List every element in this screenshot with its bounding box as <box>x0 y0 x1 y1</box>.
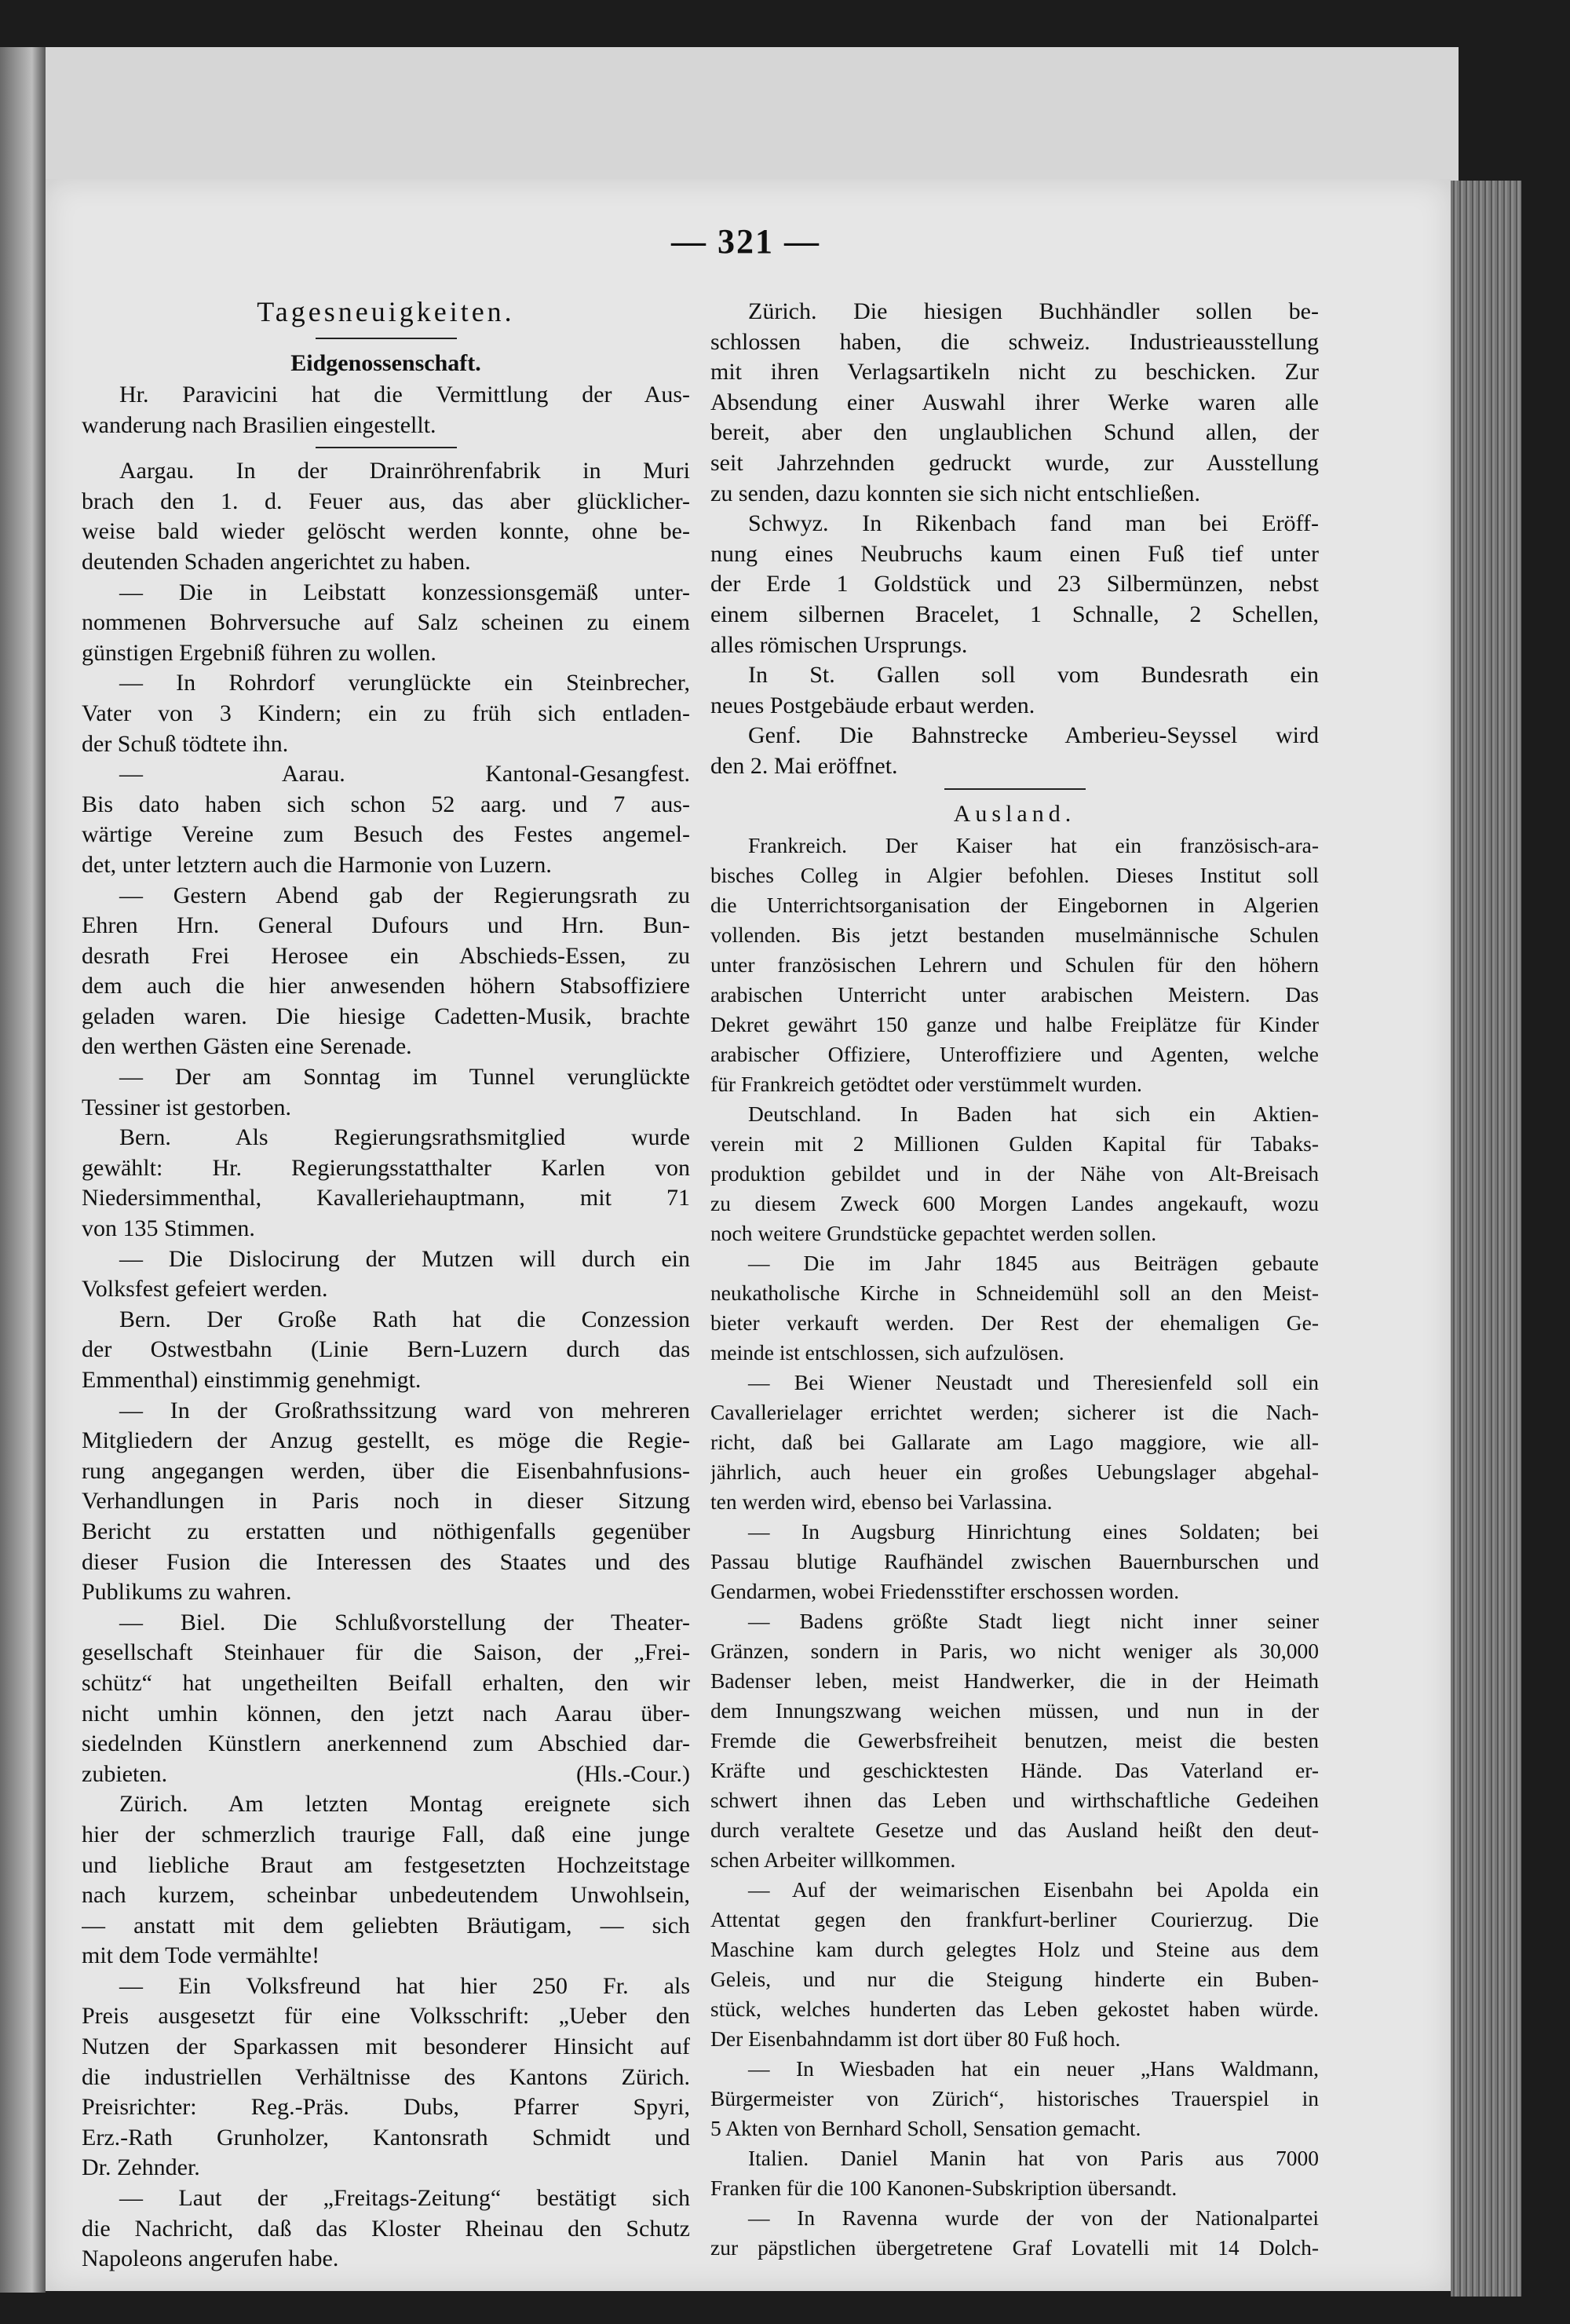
line-text: Niedersimmenthal, Kavalleriehauptmann, mit 71 <box>82 1185 690 1211</box>
line-text: Aargau. In der Drainröhrenfabrik in Muri <box>119 458 690 484</box>
text-line <box>710 691 1319 722</box>
article-paragraph <box>82 2183 690 2275</box>
article-paragraph <box>710 2054 1319 2143</box>
line-text: — In Ravenna wurde der von der Nationalpartei <box>748 2205 1319 2230</box>
line-text: seit Jahrzehnden gedruckt wurde, zur Ausstellung <box>710 449 1319 476</box>
line-text: Bern. Als Regierungsrathsmitglied wurde <box>119 1124 690 1151</box>
line-text: neues Postgebäude erbaut werden. <box>710 692 1035 718</box>
text-line <box>710 721 1319 751</box>
line-text: zu senden, dazu konnten sie sich nicht entschließen. <box>710 480 1200 506</box>
line-text: richt, daß bei Gallarate am Lago maggiore, wie all- <box>710 1429 1319 1454</box>
line-text: — Biel. Die Schlußvorstellung der Theater- <box>119 1609 690 1635</box>
article-paragraph <box>82 1608 690 1790</box>
text-line <box>710 630 1319 661</box>
text-line <box>82 1820 690 1851</box>
text-line <box>82 1880 690 1911</box>
text-line <box>710 2054 1319 2084</box>
text-line <box>710 2024 1319 2054</box>
text-line <box>82 1608 690 1639</box>
line-text: alles römischen Ursprungs. <box>710 631 968 658</box>
text-line <box>82 2183 690 2214</box>
line-text: zu diesem Zweck 600 Morgen Landes angekauft, wozu <box>710 1190 1319 1215</box>
line-text: Cavallerielager errichtet werden; sicherer ist die Nach- <box>710 1399 1319 1424</box>
line-text: meinde ist entschlossen, sich aufzulösen. <box>710 1339 1064 1365</box>
article-paragraph <box>82 1789 690 1971</box>
source-attribution: (Hls.-Cour.) <box>576 1760 690 1787</box>
text-line <box>82 411 690 441</box>
line-text: ten werden wird, ebenso bei Varlassina. <box>710 1489 1053 1514</box>
line-text: — Der am Sonntag im Tunnel verunglückte <box>119 1064 690 1091</box>
article-paragraph <box>82 1244 690 1305</box>
text-line <box>82 1517 690 1548</box>
text-line <box>82 456 690 487</box>
article-paragraph <box>82 1971 690 2183</box>
text-line <box>82 1851 690 1881</box>
text-line <box>82 1093 690 1124</box>
line-text: Zürich. Die hiesigen Buchhändler sollen be- <box>748 298 1319 324</box>
text-line <box>710 418 1319 448</box>
text-line <box>710 751 1319 782</box>
text-line <box>82 380 690 411</box>
article-paragraph <box>710 2143 1319 2203</box>
text-line <box>82 1183 690 1214</box>
text-line <box>82 2063 690 2093</box>
text-line <box>82 668 690 699</box>
text-line <box>710 1845 1319 1875</box>
text-line <box>710 1726 1319 1756</box>
text-line <box>710 2233 1319 2263</box>
line-text: Passau blutige Raufhändel zwischen Bauernburschen und <box>710 1548 1319 1573</box>
line-text: Dr. Zehnder. <box>82 2154 200 2181</box>
article-paragraph <box>82 1062 690 1123</box>
text-line <box>82 820 690 850</box>
text-line <box>82 941 690 972</box>
text-line <box>710 297 1319 327</box>
text-line <box>82 2092 690 2123</box>
line-text: — Bei Wiener Neustadt und Theresienfeld soll ein <box>748 1369 1319 1394</box>
line-text: weise bald wieder gelöscht werden konnte, ohne be- <box>82 518 690 545</box>
line-text: produktion gebildet und in der Nähe von Alt-Breisach <box>710 1160 1319 1186</box>
line-text: Gendarmen, wobei Friedensstifter erschossen worden. <box>710 1578 1180 1603</box>
article-paragraph <box>710 721 1319 781</box>
line-text: — In Rohrdorf verunglückte ein Steinbrecher, <box>119 670 690 696</box>
article-paragraph <box>82 881 690 1063</box>
line-text: verein mit 2 Millionen Gulden Kapital für Tabaks- <box>710 1131 1319 1156</box>
text-line <box>710 920 1319 950</box>
line-text: neukatholische Kirche in Schneidemühl soll an den Meist- <box>710 1280 1319 1305</box>
text-line <box>710 1756 1319 1785</box>
text-line <box>710 388 1319 418</box>
line-text: Bis dato haben sich schon 52 aarg. und 7 aus- <box>82 791 690 817</box>
text-line <box>82 1365 690 1396</box>
line-text: günstigen Ergebniß führen zu wollen. <box>82 639 436 666</box>
text-line <box>710 861 1319 890</box>
text-line <box>82 1699 690 1730</box>
article-paragraph <box>82 1123 690 1244</box>
text-line <box>82 1153 690 1184</box>
text-line <box>82 729 690 760</box>
article-paragraph <box>82 1305 690 1396</box>
text-line <box>82 638 690 669</box>
article-paragraph <box>710 1517 1319 1606</box>
line-text: Verhandlungen in Paris noch in dieser Sitzung <box>82 1488 690 1515</box>
text-line <box>710 950 1319 980</box>
line-text: Genf. Die Bahnstrecke Amberieu-Seyssel wird <box>748 722 1319 749</box>
text-line <box>710 890 1319 920</box>
text-line <box>710 1666 1319 1696</box>
text-line <box>710 1010 1319 1040</box>
text-line <box>82 1002 690 1032</box>
line-text: deutenden Schaden angerichtet zu haben. <box>82 548 471 575</box>
line-text: stück, welches hunderten das Leben gekostet haben würde. <box>710 1996 1319 2021</box>
article-paragraph <box>710 1099 1319 1248</box>
text-line <box>82 1396 690 1427</box>
text-line <box>82 1971 690 2002</box>
line-text: mit dem Tode vermählte! <box>82 1942 320 1969</box>
text-line <box>710 831 1319 861</box>
line-text: Hr. Paravicini hat die Vermittlung der Aus- <box>119 382 690 407</box>
adjacent-page-edge <box>0 47 46 2293</box>
right-column <box>710 297 1319 2263</box>
text-line <box>710 357 1319 388</box>
line-text: Deutschland. In Baden hat sich ein Aktien- <box>748 1101 1319 1126</box>
line-text: desrath Frei Herosee ein Abschieds-Essen, zu <box>82 942 690 969</box>
text-line <box>82 1759 690 1790</box>
line-text: von 135 Stimmen. <box>82 1215 255 1242</box>
line-text: bieter verkauft werden. Der Rest der ehemaligen Ge- <box>710 1310 1319 1335</box>
text-line <box>710 1129 1319 1159</box>
text-line <box>710 1547 1319 1577</box>
line-text: der Erde 1 Goldstück und 23 Silbermünzen, nebst <box>710 571 1319 597</box>
line-text: — In Augsburg Hinrichtung eines Soldaten; bei <box>748 1518 1319 1544</box>
page-number: — 321 — <box>671 222 820 261</box>
line-text: — anstatt mit dem geliebten Bräutigam, — sich <box>82 1912 690 1938</box>
line-text: Absendung einer Auswahl ihrer Werke waren alle <box>710 389 1319 415</box>
text-line <box>710 1069 1319 1099</box>
text-line <box>82 1638 690 1668</box>
line-text: Dekret gewährt 150 ganze und halbe Freiplätze für Kinder <box>710 1011 1319 1036</box>
line-text: Bericht zu erstatten und nöthigenfalls gegenüber <box>82 1518 690 1544</box>
line-text: zur päpstlichen übergetretene Graf Lovatelli mit 14 Dolch- <box>710 2234 1319 2260</box>
text-line <box>82 1577 690 1608</box>
text-line <box>710 2143 1319 2173</box>
line-text: wanderung nach Brasilien eingestellt. <box>82 411 436 438</box>
text-line <box>82 1274 690 1305</box>
text-line <box>710 1905 1319 1935</box>
article-paragraph <box>710 1248 1319 1368</box>
text-line <box>710 1636 1319 1666</box>
text-line <box>82 1911 690 1942</box>
text-line <box>82 1486 690 1517</box>
line-text: — Die im Jahr 1845 aus Beiträgen gebaute <box>748 1250 1319 1275</box>
article-paragraph <box>82 578 690 669</box>
line-text: — Aarau. Kantonal-Gesangfest. <box>119 761 690 787</box>
line-text: Zürich. Am letzten Montag ereignete sich <box>119 1791 690 1818</box>
text-line <box>710 600 1319 630</box>
article-paragraph <box>710 660 1319 721</box>
line-text: Bern. Der Große Rath hat die Conzession <box>119 1306 690 1332</box>
line-text: nommenen Bohrversuche auf Salz scheinen zu einem <box>82 609 690 636</box>
line-text: den 2. Mai eröffnet. <box>710 752 898 779</box>
text-line <box>710 448 1319 479</box>
line-text: Attentat gegen den frankfurt-berliner Courierzug. Die <box>710 1906 1319 1931</box>
article-paragraph <box>82 1396 690 1608</box>
text-line <box>710 1368 1319 1398</box>
text-line <box>710 1099 1319 1129</box>
text-line <box>82 759 690 790</box>
text-line <box>710 539 1319 570</box>
text-line <box>710 1815 1319 1845</box>
text-line <box>82 487 690 517</box>
line-text: wärtige Vereine zum Besuch des Festes angemel- <box>82 821 690 848</box>
line-text: schen Arbeiter willkommen. <box>710 1847 956 1872</box>
line-text: — Laut der „Freitags-Zeitung“ bestätigt sich <box>119 2185 690 2212</box>
text-line <box>82 1668 690 1699</box>
text-line <box>710 1427 1319 1457</box>
text-line <box>82 1244 690 1275</box>
article-paragraph <box>710 2203 1319 2263</box>
text-line <box>82 2123 690 2154</box>
line-text: schlossen haben, die schweiz. Industrieausstellung <box>710 328 1319 355</box>
article-paragraph <box>710 509 1319 660</box>
text-line <box>82 1941 690 1971</box>
text-line <box>710 980 1319 1010</box>
text-line <box>710 1398 1319 1427</box>
text-line <box>82 608 690 638</box>
line-text: geladen waren. Die hiesige Cadetten-Musik, brachte <box>82 1003 690 1029</box>
text-line <box>710 1517 1319 1547</box>
line-text: — Die in Leibstatt konzessionsgemäß unter- <box>119 579 690 605</box>
line-text: Franken für die 100 Kanonen-Subskription übersandt. <box>710 2175 1178 2200</box>
line-text: Publikums zu wahren. <box>82 1579 292 1606</box>
line-text: — Badens größte Stadt liegt nicht inner seiner <box>748 1608 1319 1633</box>
line-text: schwert ihnen das Leben und wirthschaftliche Gedeihen <box>710 1787 1319 1812</box>
line-text: hier der schmerzlich traurige Fall, daß eine junge <box>82 1821 690 1847</box>
text-line <box>82 578 690 608</box>
text-line <box>710 660 1319 691</box>
article-paragraph <box>710 1606 1319 1875</box>
text-line <box>710 1219 1319 1248</box>
line-text: bisches Colleg in Algier befohlen. Dieses Institut soll <box>710 862 1319 887</box>
line-text: nung eines Neubruchs kaum einen Fuß tief unter <box>710 540 1319 567</box>
article-paragraph <box>82 456 690 577</box>
line-text: nach kurzem, scheinbar unbedeutendem Unwohlsein, <box>82 1882 690 1909</box>
text-line <box>710 1248 1319 1278</box>
book-page-edges <box>1451 181 1521 2297</box>
line-text: dem Innungszwang weichen müssen, und nun in der <box>710 1697 1319 1723</box>
text-line <box>82 1335 690 1365</box>
line-text: gewählt: Hr. Regierungsstatthalter Karlen von <box>82 1154 690 1181</box>
text-line <box>82 2244 690 2275</box>
line-text: arabischen Unterricht unter arabischen Meistern. Das <box>710 981 1319 1007</box>
text-line <box>82 1548 690 1578</box>
line-text: Preisrichter: Reg.-Präs. Dubs, Pfarrer Spyri, <box>82 2094 690 2121</box>
article-paragraph <box>82 380 690 440</box>
line-text: Frankreich. Der Kaiser hat ein französisch-ara- <box>748 832 1319 857</box>
text-line <box>82 971 690 1002</box>
text-line <box>710 1875 1319 1905</box>
text-line <box>82 2214 690 2245</box>
text-line <box>82 1123 690 1153</box>
text-line <box>710 1457 1319 1487</box>
text-line <box>710 1935 1319 1964</box>
article-paragraph <box>710 1368 1319 1517</box>
line-text: — Die Dislocirung der Mutzen will durch ein <box>119 1245 690 1272</box>
line-text: die industriellen Verhältnisse des Kantons Zürich. <box>82 2063 690 2090</box>
line-text: Der Eisenbahndamm ist dort über 80 Fuß hoch. <box>710 2026 1121 2051</box>
line-text: det, unter letztern auch die Harmonie von Luzern. <box>82 851 552 878</box>
line-text: vollenden. Bis jetzt bestanden muselmännische Schulen <box>710 922 1319 947</box>
line-text: — Gestern Abend gab der Regierungsrath zu <box>119 882 690 908</box>
text-line <box>710 2084 1319 2114</box>
upper-sheet <box>46 47 1459 181</box>
left-column <box>82 292 690 2275</box>
line-text: — Ein Volksfreund hat hier 250 Fr. als <box>119 1972 690 1999</box>
line-text: brach den 1. d. Feuer aus, das aber glücklicher- <box>82 488 690 514</box>
line-text: für Frankreich getödtet oder verstümmelt wurden. <box>710 1071 1142 1096</box>
line-text: dem auch die hier anwesenden höhern Stabsoffiziere <box>82 973 690 999</box>
line-text: rung angegangen werden, über die Eisenbahnfusions- <box>82 1457 690 1484</box>
text-line <box>82 1032 690 1062</box>
line-text: Maschine kam durch gelegtes Holz und Steine aus dem <box>710 1936 1319 1961</box>
text-line <box>82 1789 690 1820</box>
line-text: die Unterrichtsorganisation der Eingebornen in Algerien <box>710 892 1319 917</box>
line-text: siedelnden Künstlern anerkennend zum Abschied dar- <box>82 1730 690 1757</box>
section-divider <box>944 788 1086 790</box>
line-text: mit ihren Verlagsartikeln nicht zu beschicken. Zur <box>710 359 1319 386</box>
line-text: die Nachricht, daß das Kloster Rheinau den Schutz <box>82 2215 690 2242</box>
text-line <box>710 1696 1319 1726</box>
text-line <box>82 1456 690 1487</box>
line-text: — Auf der weimarischen Eisenbahn bei Apolda ein <box>748 1876 1319 1902</box>
line-text: Geleis, und nur die Steigung hinderte ein Buben- <box>710 1966 1319 1991</box>
line-text: Preis ausgesetzt für eine Volksschrift: „Ueber den <box>82 2003 690 2030</box>
line-text: Fremde die Gewerbsfreiheit benutzen, meist die besten <box>710 1727 1319 1752</box>
text-line <box>710 2114 1319 2143</box>
article-paragraph <box>82 668 690 759</box>
text-line <box>82 547 690 578</box>
line-text: In St. Gallen soll vom Bundesrath ein <box>748 662 1319 689</box>
line-text: Nutzen der Sparkassen mit besonderer Hinsicht auf <box>82 2034 690 2060</box>
line-text: zubieten. <box>82 1760 168 1787</box>
column-heading: Tagesneuigkeiten. <box>257 296 515 327</box>
line-text: dieser Fusion die Interessen des Staates und des <box>82 1548 690 1575</box>
text-line <box>710 2203 1319 2233</box>
text-line <box>82 850 690 881</box>
line-text: Napoleons angerufen habe. <box>82 2245 339 2272</box>
text-line <box>82 790 690 820</box>
line-text: noch weitere Grundstücke gepachtet werden sollen. <box>710 1220 1157 1245</box>
line-text: Bürgermeister von Zürich“, historisches Trauerspiel in <box>710 2085 1319 2110</box>
line-text: 5 Akten von Bernhard Scholl, Sensation gemacht. <box>710 2115 1141 2140</box>
line-text: den werthen Gästen eine Serenade. <box>82 1033 412 1060</box>
line-text: Mitgliedern der Anzug gestellt, es möge die Regie- <box>82 1427 690 1454</box>
text-line <box>82 1426 690 1456</box>
line-text: Italien. Daniel Manin hat von Paris aus 7000 <box>748 2145 1319 2170</box>
text-line <box>82 2153 690 2183</box>
subsection-heading: Eidgenossenschaft. <box>290 350 481 376</box>
text-line <box>82 881 690 912</box>
line-text: — In Wiesbaden hat ein neuer „Hans Waldmann, <box>748 2055 1319 2081</box>
text-line <box>710 1994 1319 2024</box>
line-text: Gränzen, sondern in Paris, wo nicht weniger als 30,000 <box>710 1638 1319 1663</box>
line-text: unter französischen Lehrern und Schulen für den höhern <box>710 952 1319 977</box>
text-line <box>710 1040 1319 1069</box>
text-line <box>82 1305 690 1336</box>
article-paragraph <box>82 759 690 880</box>
section-divider <box>316 447 457 448</box>
line-text: Schwyz. In Rikenbach fand man bei Eröff- <box>748 510 1319 537</box>
text-line <box>710 479 1319 510</box>
text-line <box>710 1577 1319 1606</box>
line-text: der Schuß tödtete ihn. <box>82 730 289 757</box>
text-line <box>82 1214 690 1244</box>
line-text: — In der Großrathssitzung ward von mehreren <box>119 1397 690 1423</box>
line-text: nicht umhin können, den jetzt nach Aarau über- <box>82 1700 690 1727</box>
line-text: der Ostwestbahn (Linie Bern-Luzern durch das <box>82 1336 690 1363</box>
line-text: einem silbernen Bracelet, 1 Schnalle, 2 Schellen, <box>710 601 1319 627</box>
line-text: Tessiner ist gestorben. <box>82 1094 292 1120</box>
text-line <box>710 569 1319 600</box>
line-text: durch veraltete Gesetze und das Ausland heißt den deut- <box>710 1817 1319 1842</box>
text-line <box>82 1062 690 1093</box>
text-line <box>710 1606 1319 1636</box>
text-line <box>710 1785 1319 1815</box>
text-line <box>710 1278 1319 1308</box>
text-line <box>710 509 1319 539</box>
line-text: Erz.-Rath Grunholzer, Kantonsrath Schmidt und <box>82 2124 690 2150</box>
line-text: Volksfest gefeiert werden. <box>82 1276 328 1303</box>
text-line <box>82 2001 690 2032</box>
section-divider <box>316 338 457 339</box>
line-text: jährlich, auch heuer ein großes Uebungslager abgehal- <box>710 1459 1319 1484</box>
line-text: arabischer Offiziere, Unteroffiziere und Agenten, welche <box>710 1041 1319 1066</box>
line-text: Emmenthal) einstimmig genehmigt. <box>82 1367 422 1393</box>
section-heading: Ausland. <box>953 800 1076 827</box>
text-line <box>82 1729 690 1759</box>
line-text: gesellschaft Steinhauer für die Saison, der „Frei- <box>82 1639 690 1666</box>
article-paragraph <box>710 297 1319 509</box>
text-line <box>710 327 1319 358</box>
text-line <box>710 1487 1319 1517</box>
text-line <box>82 699 690 729</box>
text-line <box>710 1189 1319 1219</box>
line-text: schütz“ hat ungetheilten Beifall erhalten, den wir <box>82 1669 690 1696</box>
line-text: Vater von 3 Kindern; ein zu früh sich entladen- <box>82 700 690 726</box>
text-line <box>710 2173 1319 2203</box>
line-text: und liebliche Braut am festgesetzten Hochzeitstage <box>82 1851 690 1878</box>
text-line <box>710 1964 1319 1994</box>
line-text: Ehren Hrn. General Dufours und Hrn. Bun- <box>82 912 690 939</box>
line-text: Badenser leben, meist Handwerker, die in der Heimath <box>710 1668 1319 1693</box>
text-line <box>710 1338 1319 1368</box>
article-paragraph <box>710 831 1319 1099</box>
text-line <box>82 517 690 547</box>
line-text: Kräfte und geschicktesten Hände. Das Vaterland er- <box>710 1757 1319 1782</box>
text-line <box>82 911 690 941</box>
text-line <box>710 1159 1319 1189</box>
text-line <box>710 1308 1319 1338</box>
article-paragraph <box>710 1875 1319 2054</box>
line-text: bereit, aber den unglaublichen Schund allen, der <box>710 419 1319 446</box>
text-line <box>82 2032 690 2063</box>
